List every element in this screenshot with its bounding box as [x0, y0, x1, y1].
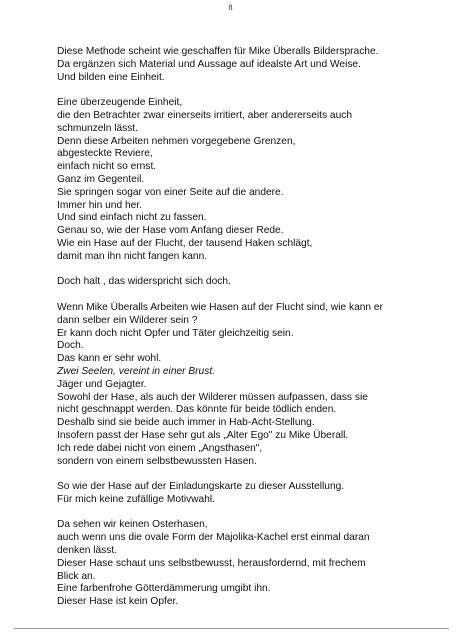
paragraph: [57, 276, 417, 289]
text-line: damit man ihn nicht fangen kann.: [57, 250, 208, 262]
text-line: Denn diese Arbeiten nehmen vorgegebene Grenzen,: [57, 135, 296, 147]
text-line: Insofern passt der Hase sehr gut als „Alter Ego" zu Mike Überall.: [57, 429, 349, 441]
paragraph: [57, 481, 417, 507]
text-line: Immer hin und her.: [57, 199, 142, 211]
text-line: die den Betrachter zwar einerseits irritiert, aber andererseits auch: [57, 109, 353, 121]
text-line: Und bilden eine Einheit.: [57, 71, 165, 83]
text-line: Sie springen sogar von einer Seite auf die andere.: [57, 186, 284, 198]
text-line: Zwei Seelen, vereint in einer Brust.: [57, 365, 215, 377]
text-line: Und sind einfach nicht zu fassen.: [57, 212, 207, 224]
text-line: sondern von einem selbstbewussten Hasen.: [57, 455, 257, 467]
text-line: schmunzeln lässt.: [57, 122, 138, 134]
text-line: Das kann er sehr wohl.: [57, 353, 162, 365]
paragraph: [57, 302, 417, 468]
text-line: Eine farbenfrohe Götterdämmerung umgibt ihn.: [57, 583, 271, 595]
text-line: nicht geschnappt werden. Das könnte für beide tödlich enden.: [57, 404, 337, 416]
text-line: So wie der Hase auf der Einladungskarte zu dieser Ausstellung.: [57, 481, 345, 493]
text-line: Da sehen wir keinen Osterhasen,: [57, 519, 208, 531]
text-line: abgesteckte Reviere,: [57, 148, 153, 160]
bottom-divider: [14, 628, 449, 629]
text-line: Ganz im Gegenteil.: [57, 173, 145, 185]
paragraph: [57, 519, 417, 609]
paragraph: [57, 97, 417, 263]
text-line: Ich rede dabei nicht von einem „Angsthasen",: [57, 442, 263, 454]
paragraph: [57, 46, 417, 84]
text-line: auch wenn uns die ovale Form der Majolika-Kachel erst einmal daran: [57, 532, 370, 544]
text-line: Sowohl der Hase, als auch der Wilderer müssen aufpassen, dass sie: [57, 391, 368, 403]
text-line: Doch halt , das widerspricht sich doch.: [57, 276, 231, 288]
text-line: einfach nicht so ernst.: [57, 161, 157, 173]
text-line: Für mich keine zufällige Motivwahl.: [57, 493, 215, 505]
text-line: Deshalb sind sie beide auch immer in Hab-Acht-Stellung.: [57, 417, 315, 429]
text-line: Doch.: [57, 340, 84, 352]
text-line: Da ergänzen sich Material und Aussage auf idealste Art und Weise.: [57, 58, 361, 70]
text-line: Dieser Hase ist kein Opfer.: [57, 596, 179, 608]
text-line: Jäger und Gejagter.: [57, 378, 147, 390]
text-line: Diese Methode scheint wie geschaffen für Mike Überalls Bildersprache.: [57, 46, 379, 57]
document-body: [57, 46, 417, 622]
text-line: Genau so, wie der Hase vom Anfang dieser Rede.: [57, 225, 284, 237]
text-line: Wenn Mike Überalls Arbeiten wie Hasen auf der Flucht sind, wie kann er: [57, 301, 383, 313]
text-line: dann selber ein Wilderer sein ?: [57, 314, 198, 326]
text-line: Eine überzeugende Einheit,: [57, 97, 183, 109]
text-line: Er kann doch nicht Opfer und Täter gleichzeitig sein.: [57, 327, 294, 339]
page-number: 8: [228, 3, 233, 12]
text-line: Dieser Hase schaut uns selbstbewusst, herausfordernd, mit frechem: [57, 557, 366, 569]
text-line: Wie ein Hase auf der Flucht, der tausend Haken schlägt,: [57, 237, 313, 249]
text-line: denken lässt.: [57, 545, 118, 557]
text-line: Blick an.: [57, 570, 96, 582]
